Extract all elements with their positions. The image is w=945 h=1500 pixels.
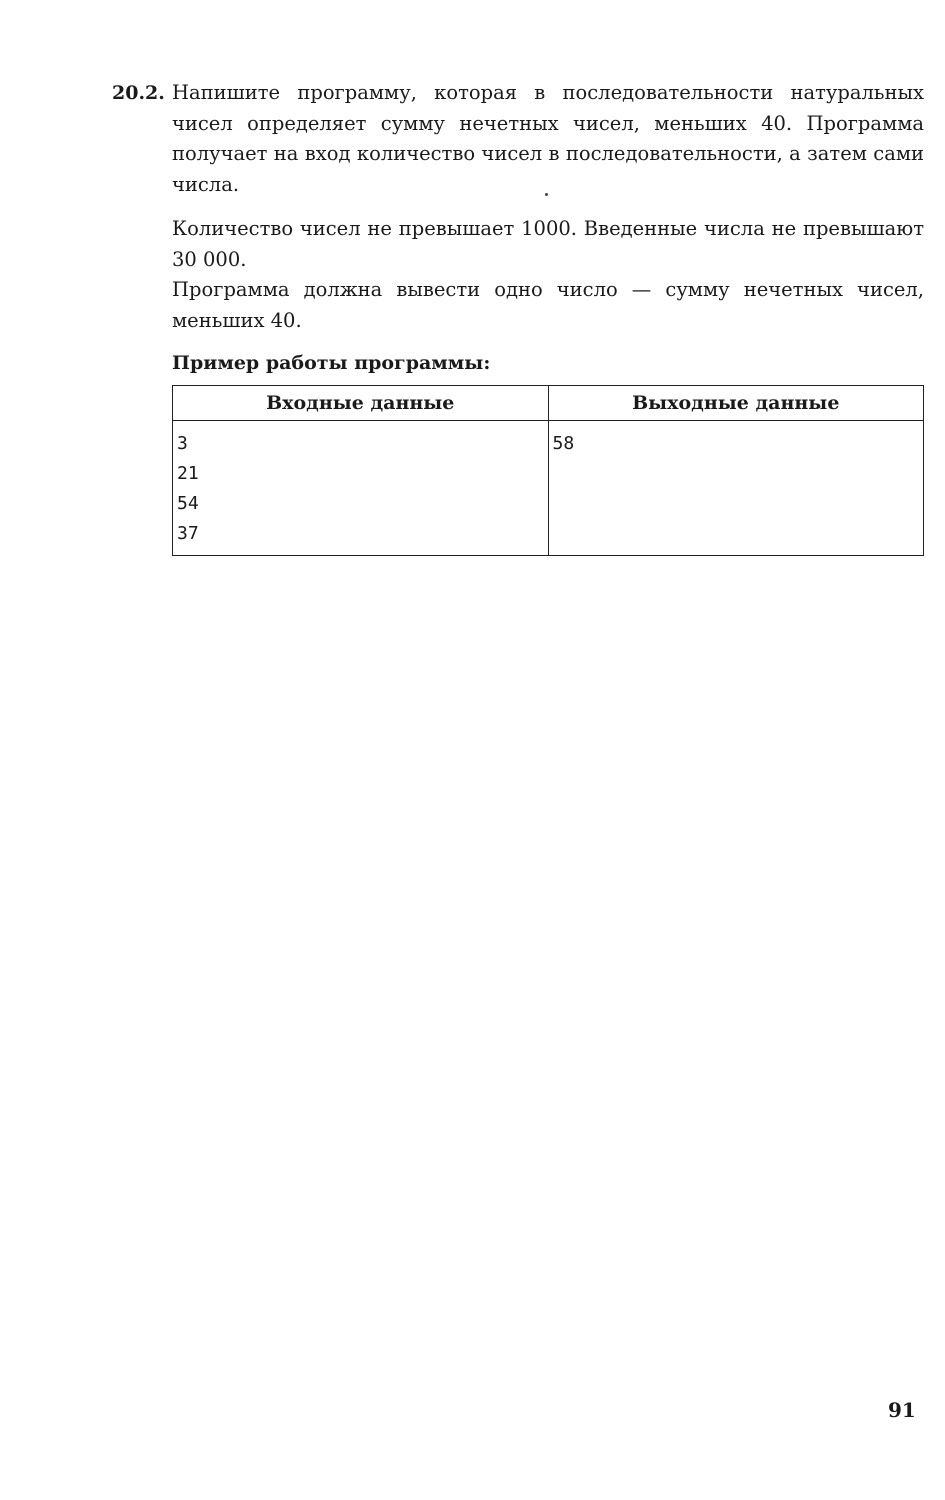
example-table xyxy=(172,385,924,556)
table-header-row xyxy=(173,386,924,421)
print-speck xyxy=(545,193,548,196)
output-requirement: Программа должна вывести одно число — сумму нечетных чисел, меньших 40. xyxy=(172,278,924,332)
input-line: 54 xyxy=(177,493,199,514)
task-number: 20.2. xyxy=(112,82,165,104)
task-body xyxy=(172,78,924,556)
page-number: 91 xyxy=(888,1398,916,1422)
input-constraints: Количество чисел не превышает 1000. Введенные числа не превышают 30 000. xyxy=(172,217,924,271)
task-block xyxy=(112,78,924,556)
table-row xyxy=(173,421,924,556)
task-statement: Напишите программу, которая в последовательности натуральных чисел определяет сумму нечетных чисел, меньших 40. Программа получает на вход количество чисел в последовательности, а затем сами числа. xyxy=(172,81,924,196)
input-column-header: Входные данные xyxy=(173,386,549,421)
input-data-cell xyxy=(173,421,549,556)
input-line: 3 xyxy=(177,433,188,454)
output-data-cell xyxy=(548,421,924,556)
example-label: Пример работы программы: xyxy=(172,352,491,374)
input-line: 21 xyxy=(177,463,199,484)
input-line: 37 xyxy=(177,523,199,544)
output-column-header: Выходные данные xyxy=(548,386,924,421)
output-line: 58 xyxy=(552,433,575,454)
